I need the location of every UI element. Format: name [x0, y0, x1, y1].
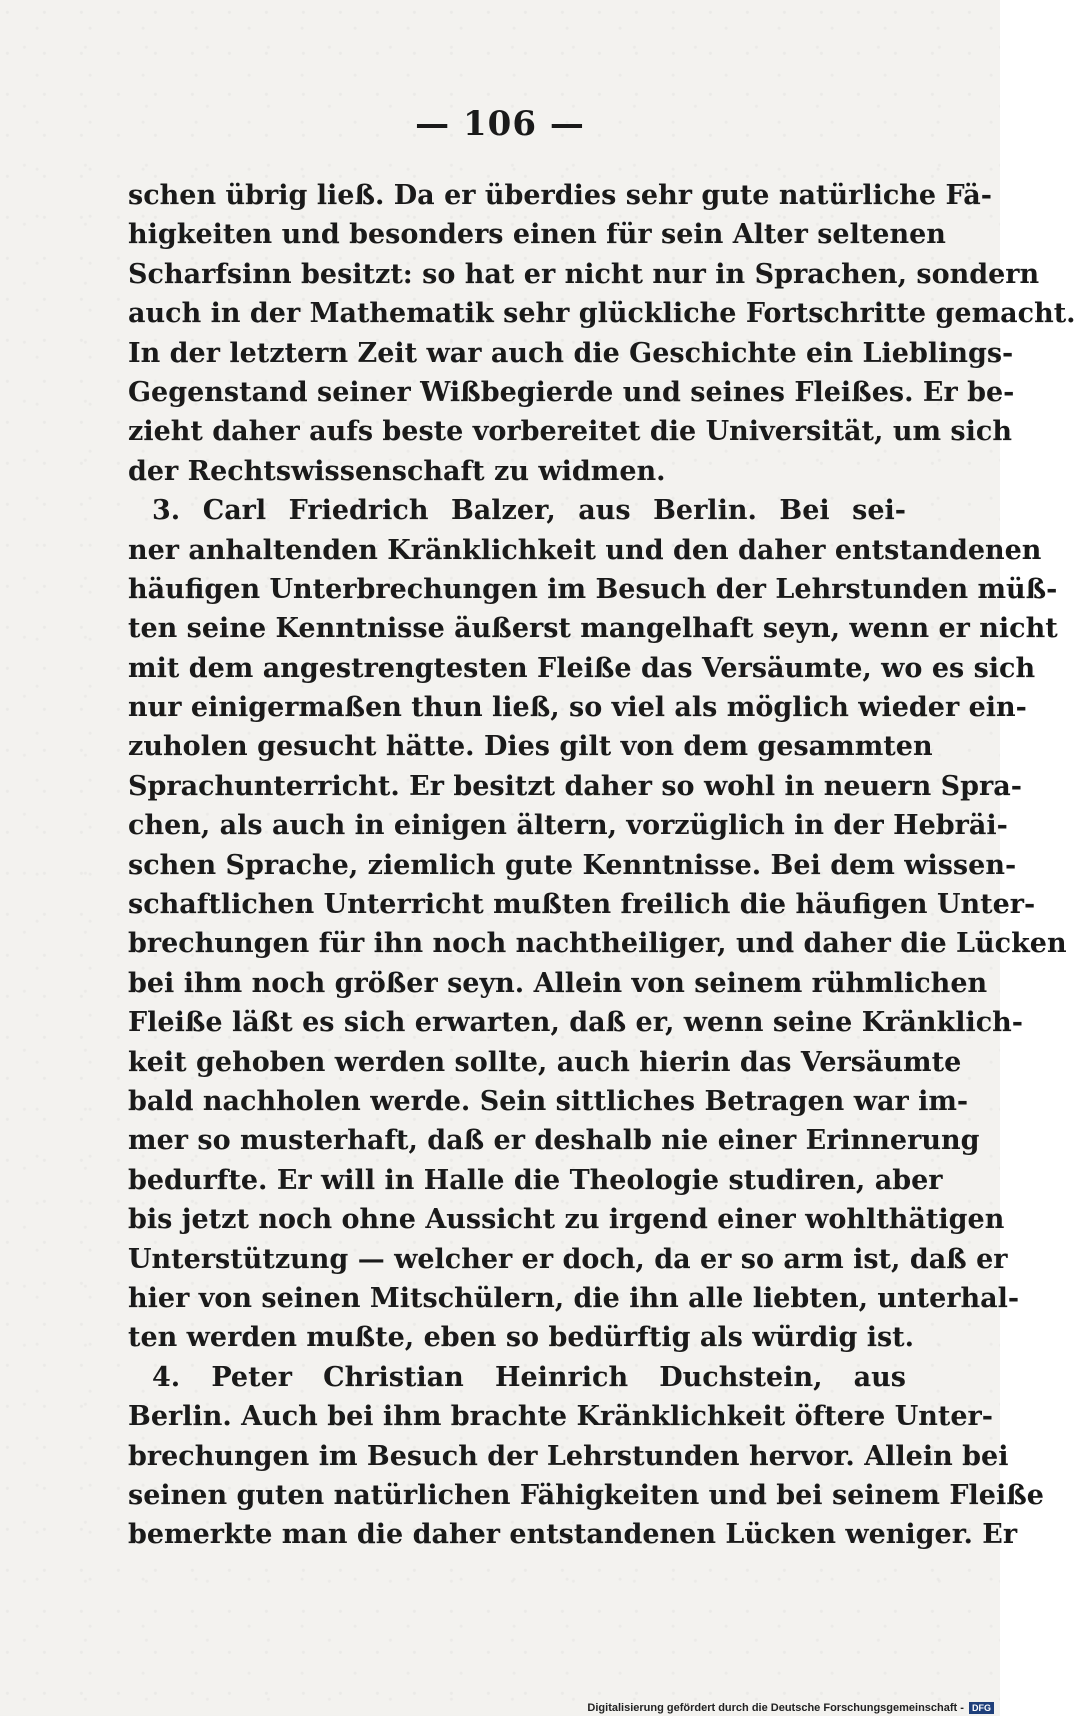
text-line: häufigen Unterbrechungen im Besuch der Lehrstunden müß-: [128, 573, 1058, 605]
text-line: mit dem angestrengtesten Fleiße das Versäumte, wo es sich: [128, 652, 1036, 684]
text-line: schaftlichen Unterricht mußten freilich die häufigen Unter-: [128, 889, 1036, 921]
text-line: mer so musterhaft, daß er deshalb nie einer Erinnerung: [128, 1125, 980, 1157]
text-line: Berlin. Auch bei ihm brachte Kränklichkeit öftere Unter-: [128, 1401, 993, 1433]
text-line: hier von seinen Mitschülern, die ihn alle liebten, unterhal-: [128, 1282, 1020, 1314]
text-line: ten werden mußte, eben so bedürftig als würdig ist.: [128, 1322, 915, 1354]
text-line: Gegenstand seiner Wißbegierde und seines Fleißes. Er be-: [128, 376, 1015, 408]
text-line: Scharfsinn besitzt: so hat er nicht nur in Sprachen, sondern: [128, 258, 1040, 290]
credit-text: Digitalisierung gefördert durch die Deutsche Forschungsgemeinschaft -: [587, 1701, 964, 1714]
text-line: Sprachunterricht. Er besitzt daher so wohl in neuern Spra-: [128, 770, 1022, 802]
text-line: schen übrig ließ. Da er überdies sehr gute natürliche Fä-: [128, 180, 992, 211]
text-line: zieht daher aufs beste vorbereitet die Universität, um sich: [128, 416, 1012, 448]
text-line: bis jetzt noch ohne Aussicht zu irgend einer wohlthätigen: [128, 1204, 1005, 1236]
dfg-logo: DFG: [969, 1702, 994, 1714]
text-line: brechungen im Besuch der Lehrstunden hervor. Allein bei: [128, 1440, 1009, 1472]
text-line: seinen guten natürlichen Fähigkeiten und bei seinem Fleiße: [128, 1479, 1044, 1511]
text-line: ten seine Kenntnisse äußerst mangelhaft seyn, wenn er nicht: [128, 613, 1058, 645]
text-line: Unterstützung — welcher er doch, da er so arm ist, daß er: [128, 1243, 1008, 1275]
text-line: bedurfte. Er will in Halle die Theologie studiren, aber: [128, 1164, 943, 1196]
text-line: bei ihm noch größer seyn. Allein von seinem rühmlichen: [128, 967, 988, 999]
text-line: In der letztern Zeit war auch die Geschichte ein Lieblings-: [128, 337, 1014, 369]
text-line: zuholen gesucht hätte. Dies gilt von dem gesammten: [128, 731, 933, 763]
text-line: der Rechtswissenschaft zu widmen.: [128, 455, 666, 487]
text-line: auch in der Mathematik sehr glückliche Fortschritte gemacht.: [128, 298, 1076, 330]
text-line: nur einigermaßen thun ließ, so viel als möglich wieder ein-: [128, 692, 1027, 724]
digitization-credit: [587, 1702, 994, 1714]
text-line: bemerkte man die daher entstandenen Lücken weniger. Er: [128, 1519, 1018, 1551]
text-line: schen Sprache, ziemlich gute Kenntnisse. Bei dem wissen-: [128, 849, 1017, 881]
text-line: chen, als auch in einigen ältern, vorzüglich in der Hebräi-: [128, 810, 1008, 842]
text-line: ner anhaltenden Kränklichkeit und den daher entstandenen: [128, 534, 1042, 566]
body-text: [128, 176, 1076, 1555]
text-line: higkeiten und besonders einen für sein Alter seltenen: [128, 219, 946, 251]
text-line: bald nachholen werde. Sein sittliches Betragen war im-: [128, 1085, 969, 1117]
text-line: keit gehoben werden sollte, auch hierin das Versäumte: [128, 1046, 962, 1078]
text-line: 4. Peter Christian Heinrich Duchstein, aus: [152, 1361, 906, 1393]
text-line: brechungen für ihn noch nachtheiliger, und daher die Lücken: [128, 928, 1067, 960]
text-line: Fleiße läßt es sich erwarten, daß er, wenn seine Kränklich-: [128, 1007, 1024, 1039]
text-line: 3. Carl Friedrich Balzer, aus Berlin. Bei sei-: [152, 495, 906, 527]
page-number: — 106 —: [415, 104, 585, 144]
